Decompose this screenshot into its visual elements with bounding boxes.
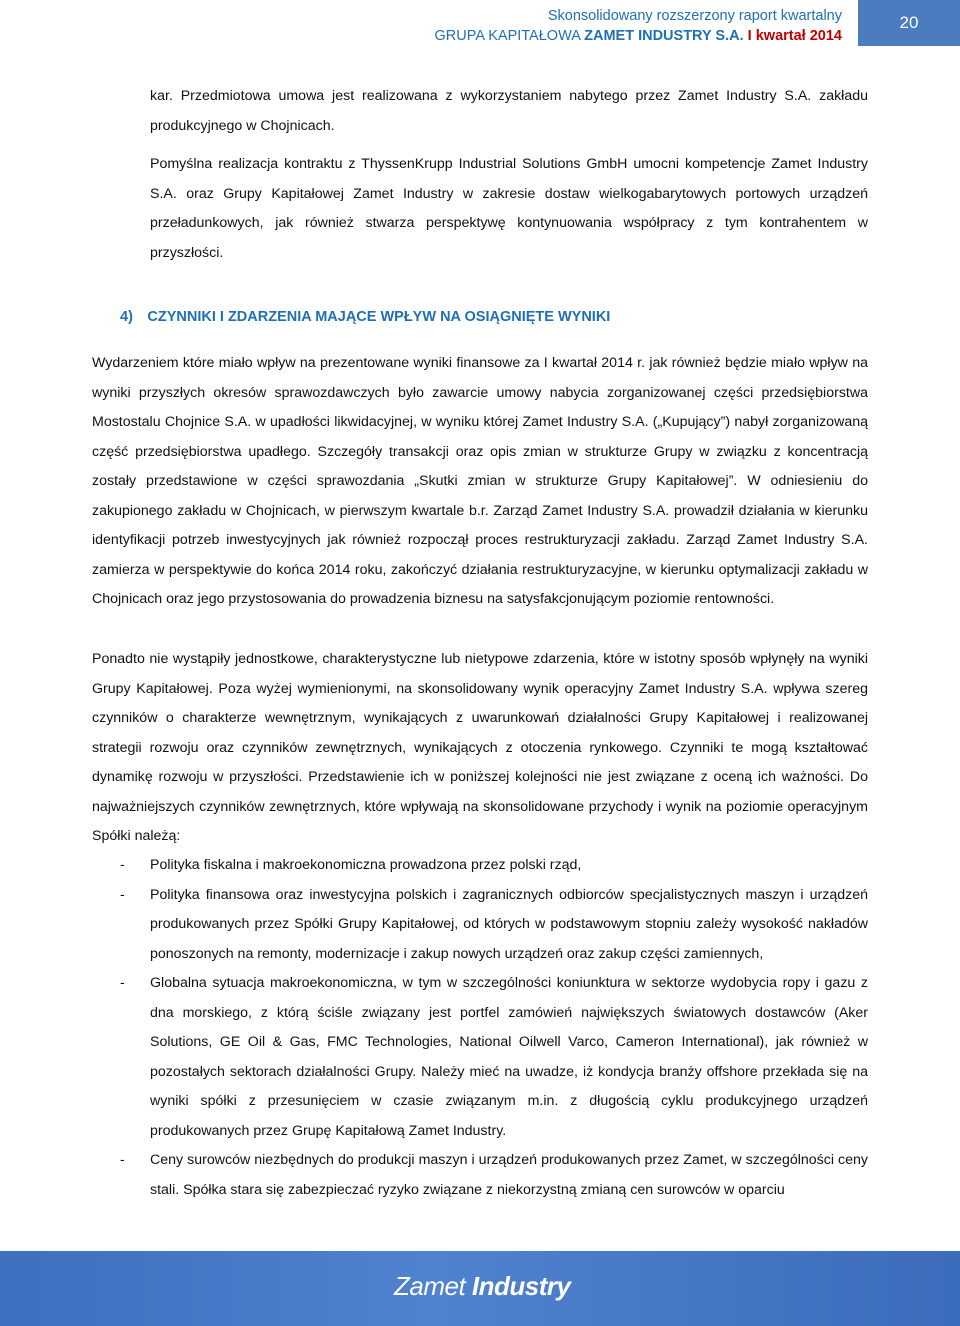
company-name: ZAMET INDUSTRY S.A. [584, 28, 744, 44]
paragraph-contract-end: kar. Przedmiotowa umowa jest realizowana z wykorzystaniem nabytego przez Zamet Industry S.A. zakładu produkcyjnego w Chojnicach. [150, 88, 868, 134]
list-item [92, 881, 868, 970]
report-subtitle [435, 26, 842, 47]
dash-bullet: - [120, 857, 125, 873]
list-item-text: Globalna sytuacja makroekonomiczna, w tym w szczególności koniunktura w sektorze wydobycia ropy i gazu z dna morskiego, z którą ściśle związany jest portfel zamówień największych światowych dostawców (Aker Solutions, GE Oil & Gas, FMC Technologies, National Oilwell Varco, Cameron International), jak również w pozostałych sektorach działalności Grupy. Należy mieć na uwadze, iż kondycja branży offshore przekłada się na wyniki spółki z przesunięciem w czasie związanym m.in. z długością cyklu produkcyjnego urządzeń produkowanych przez Grupę Kapitałową Zamet Industry. [150, 975, 868, 1139]
dash-bullet: - [120, 1152, 125, 1168]
page-header [0, 0, 960, 50]
logo-word-industry: Industry [471, 1271, 571, 1301]
report-period: I kwartał 2014 [747, 28, 842, 44]
list-item-text: Ceny surowców niezbędnych do produkcji maszyn i urządzeń produkowanych przez Zamet, w szczególności ceny stali. Spółka stara się zabezpieczać ryzyko związane z niekorzystną zmianą cen surowców w oparciu [150, 1152, 868, 1198]
section-heading: 4) CZYNNIKI I ZDARZENIA MAJĄCE WPŁYW NA OSIĄGNIĘTE WYNIKI [120, 309, 611, 325]
list-item [92, 851, 868, 881]
paragraph-thyssenkrupp: Pomyślna realizacja kontraktu z ThyssenKrupp Industrial Solutions GmbH umocni kompetencje Zamet Industry S.A. oraz Grupy Kapitałowej Zamet Industry w zakresie dostaw wielkogabarytowych portowych urządzeń przeładunkowych, jak również stwarza perspektywę kontynuowania współpracy z tym kontrahentem w przyszłości. [150, 156, 868, 261]
list-item-text: Polityka finansowa oraz inwestycyjna polskich i zagranicznych odbiorców specjalistycznych maszyn i urządzeń produkowanych przez Spółki Grupy Kapitałowej, od których w podstawowym stopniu zależy wysokość nakładów ponoszonych na remonty, modernizacje i zakup nowych urządzeń oraz zakup części zamiennych, [150, 886, 868, 962]
dash-bullet: - [120, 886, 125, 903]
page-number: 20 [858, 0, 960, 46]
zamet-industry-logo [394, 1271, 571, 1302]
dash-bullet: - [120, 975, 125, 991]
group-label: GRUPA KAPITAŁOWA [434, 28, 581, 44]
paragraph-events: Wydarzeniem które miało wpływ na prezentowane wyniki finansowe za I kwartał 2014 r. jak również będzie miało wpływ na wyniki przyszłych okresów sprawozdawczych było zawarcie umowy nabycia zorganizowanej części przedsiębiorstwa Mostostalu Chojnice S.A. w upadłości likwidacyjnej, w wyniku której Zamet Industry S.A. („Kupujący”) nabył zorganizowaną część przedsiębiorstwa upadłego. Szczegóły transakcji oraz opis zmian w strukturze Grupy w związku z koncentracją zostały przedstawione w części sprawozdania „Skutki zmian w strukturze Grupy Kapitałowej”. W odniesieniu do zakupionego zakładu w Chojnicach, w pierwszym kwartale b.r. Zarząd Zamet Industry S.A. prowadził działania w kierunku identyfikacji potrzeb inwestycyjnych jak również rozpoczął proces restrukturyzacji zakładu. Zarząd Zamet Industry S.A. zamierza w perspektywie do końca 2014 roku, zakończyć działania restrukturyzacyjne, w kierunku optymalizacji zakładu w Chojnicach oraz jego przystosowania do prowadzenia biznesu na satysfakcjonującym poziomie rentowności. [92, 355, 868, 607]
report-title: Skonsolidowany rozszerzony raport kwartalny [547, 8, 842, 24]
logo-word-zamet: Zamet [394, 1271, 466, 1301]
paragraph-factors: Ponadto nie wystąpiły jednostkowe, charakterystyczne lub nietypowe zdarzenia, które w istotny sposób wpłynęły na wyniki Grupy Kapitałowej. Poza wyżej wymienionymi, na skonsolidowany wynik operacyjny Zamet Industry S.A. wpływa szereg czynników o charakterze wewnętrznym, wynikających z uwarunkowań działalności Grupy Kapitałowej i realizowanej strategii rozwoju oraz czynników zewnętrznych, wynikających z otoczenia rynkowego. Czynniki te mogą kształtować dynamikę rozwoju w przyszłości. Przedstawienie ich w poniższej kolejności nie jest związane z oceną ich ważności. Do najważniejszych czynników zewnętrznych, które wpływają na skonsolidowane przychody i wynik na poziomie operacyjnym Spółki należą: [92, 651, 868, 844]
list-item-text: Polityka fiskalna i makroekonomiczna prowadzona przez polski rząd, [150, 857, 582, 873]
list-item [92, 1146, 868, 1205]
list-item [92, 969, 868, 1146]
factors-list [92, 851, 868, 1205]
